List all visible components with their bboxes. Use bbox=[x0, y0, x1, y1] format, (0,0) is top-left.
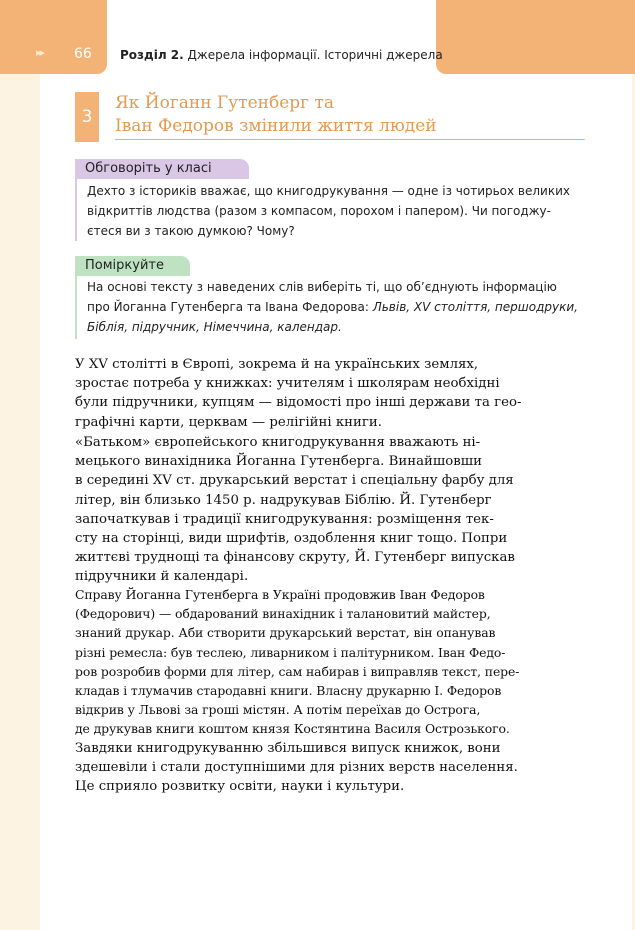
body-line: започаткував і традиції книгодрукування: розміщення тек- bbox=[75, 511, 494, 527]
think-keywords: Львів, XV століття, першодруки, bbox=[372, 300, 578, 314]
think-line bbox=[87, 297, 587, 317]
running-head bbox=[120, 48, 443, 62]
body-line: (Федорович) — обдарований винахідник і талановитий майстер, bbox=[75, 606, 491, 622]
think-line: На основі тексту з наведених слів виберіть ті, що об’єднують інформацію bbox=[87, 280, 557, 294]
title-underline bbox=[115, 139, 585, 140]
body-line: життєві труднощі та фінансову скруту, Й. Гутенберг випускав bbox=[75, 550, 515, 566]
header-accent-tab bbox=[436, 0, 635, 74]
think-line bbox=[87, 317, 587, 337]
section-title bbox=[115, 92, 437, 138]
page-number-tab bbox=[0, 0, 107, 74]
discuss-line: Дехто з істориків вважає, що книгодрукування — одне із чотирьох великих bbox=[87, 184, 571, 198]
section-title-line: Як Йоганн Гутенберг та bbox=[115, 93, 335, 113]
body-line: літер, він близько 1450 р. надрукував Біблію. Й. Гутенберг bbox=[75, 492, 492, 508]
body-line: Справу Йоганна Гутенберга в Україні продовжив Іван Федоров bbox=[75, 587, 485, 602]
discuss-line: єтеся ви з такою думкою? Чому? bbox=[87, 224, 295, 238]
section-number-badge: 3 bbox=[75, 92, 99, 142]
body-paragraph bbox=[75, 739, 590, 797]
body-line: підручники й календарі. bbox=[75, 569, 249, 585]
think-box-label: Поміркуйте bbox=[75, 256, 190, 276]
think-keywords: Біблія, підручник, Німеччина, календар. bbox=[87, 320, 342, 334]
body-line: знаний друкар. Аби створити друкарський верстат, він опанував bbox=[75, 625, 496, 641]
discuss-box-label: Обговоріть у класі bbox=[75, 159, 249, 179]
body-paragraph bbox=[75, 585, 590, 739]
page-margin-strip bbox=[0, 0, 40, 930]
body-line: в середині XV ст. друкарський верстат і спеціальну фарбу для bbox=[75, 473, 514, 489]
body-line: сту на сторінці, види шрифтів, оздоблення книг тощо. Попри bbox=[75, 530, 508, 546]
body-line: відкрив у Львові за гроші містян. А потім переїхав до Острога, bbox=[75, 702, 481, 718]
body-line: де друкував книги коштом князя Костянтина Василя Острозького. bbox=[75, 721, 510, 737]
body-paragraph bbox=[75, 355, 590, 432]
body-line: графічні карти, церквам — релігійні книги. bbox=[75, 414, 382, 430]
think-box-rule bbox=[75, 276, 77, 339]
body-line: мецького винахідника Йоганна Гутенберга. Винайшовши bbox=[75, 454, 482, 470]
body-paragraph bbox=[75, 433, 590, 587]
body-line: ров розробив форми для літер, сам набирав і виправляв текст, пере- bbox=[75, 663, 520, 679]
page-number: 66 bbox=[74, 46, 92, 62]
body-line: кладав і тлумачив стародавні книги. Власну друкарню І. Федоров bbox=[75, 682, 502, 698]
body-line: різні ремесла: був теслею, ливарником і палітурником. Іван Федо- bbox=[75, 644, 506, 660]
think-box-text bbox=[87, 277, 587, 337]
running-head-section: Розділ 2. bbox=[120, 48, 184, 62]
body-line: Завдяки книгодрукуванню збільшився випуск книжок, вони bbox=[75, 741, 501, 756]
discuss-box-text bbox=[87, 181, 587, 241]
running-head-title: Джерела інформації. Історичні джерела bbox=[183, 48, 443, 62]
section-title-line: Іван Федоров змінили життя людей bbox=[115, 116, 437, 136]
discuss-line: відкриттів людства (разом з компасом, порохом і папером). Чи погоджу- bbox=[87, 204, 551, 218]
double-arrow-icon: ▸▸ bbox=[36, 46, 44, 59]
body-line: здешевіли і стали доступнішими для різних верств населення. bbox=[75, 760, 518, 776]
discuss-box-rule bbox=[75, 179, 77, 241]
body-line: Це сприяло розвитку освіти, науки і культури. bbox=[75, 779, 405, 795]
body-line: були підручники, купцям — відомості про інші держави та гео- bbox=[75, 395, 522, 411]
think-line-plain: про Йоганна Гутенберга та Івана Федорова: bbox=[87, 300, 373, 314]
body-line: «Батьком» європейського книгодрукування вважають ні- bbox=[75, 435, 481, 450]
body-line: У XV столітті в Європі, зокрема й на українських землях, bbox=[75, 357, 479, 372]
body-line: зростає потреба у книжках: учителям і школярам необхідні bbox=[75, 376, 500, 392]
